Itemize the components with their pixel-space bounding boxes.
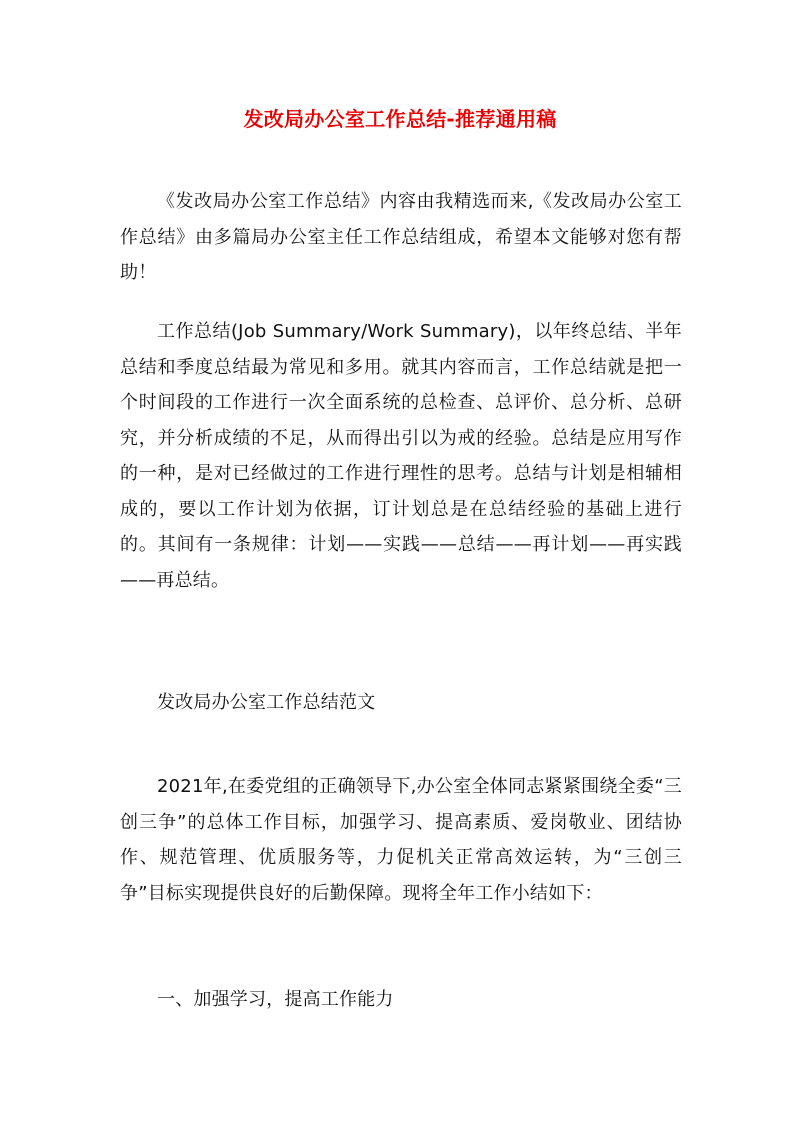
section-1-heading: 一、加强学习，提高工作能力 (157, 989, 394, 1010)
sample-heading: 发改局办公室工作总结范文 (157, 692, 376, 713)
intro-paragraph: 《发改局办公室工作总结》内容由我精选而来,《发改局办公室工作总结》由多篇局办公室主任工作总结组成，希望本文能够对您有帮助！ (120, 191, 682, 283)
document-title: 发改局办公室工作总结-推荐通用稿 (243, 107, 557, 131)
definition-paragraph: 工作总结(Job Summary/Work Summary)，以年终总结、半年总结和季度总结最为常见和多用。就其内容而言，工作总结就是把一个时间段的工作进行一次全面系统的总检查、总评价、总分析、总研究，并分析成绩的不足，从而得出引以为戒的经验。总结是应用写作的一种，是对已经做过的工作进行理性的思考。总结与计划是相辅相成的，要以工作计划为依据，订计划总是在总结经验的基础上进行的。其间有一条规律：计划——实践——总结——再计划——再实践——再总结。 (120, 321, 682, 591)
body-intro-paragraph: 2021年,在委党组的正确领导下,办公室全体同志紧紧围绕全委“三创三争”的总体工作目标，加强学习、提高素质、爱岗敬业、团结协作、规范管理、优质服务等，力促机关正常高效运转，为“三创三争”目标实现提供良好的后勤保障。现将全年工作小结如下： (120, 776, 682, 904)
